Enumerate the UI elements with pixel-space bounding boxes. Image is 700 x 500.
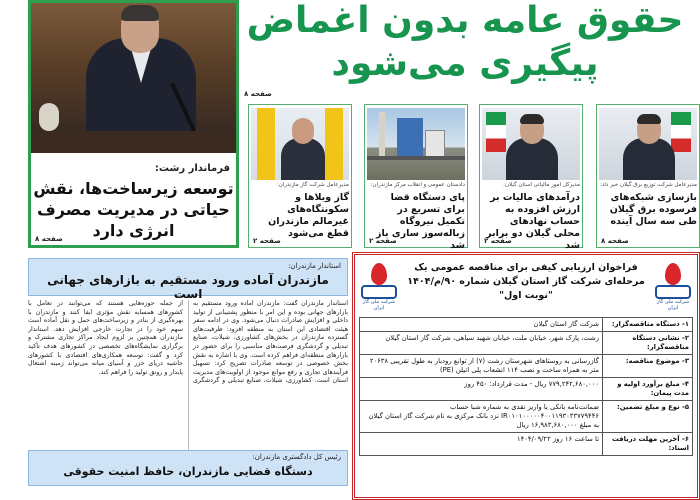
- news-title[interactable]: بازسازی شبکه‌های فرسوده برق گیلان طی سه سال آینده: [609, 192, 697, 227]
- headline-line-1: حقوق عامه بدون اغماض: [246, 0, 684, 41]
- tender-row-value: ۷۷۹,۲۴۲,۶۸۰,۰۰۰ ریال - مدت قرارداد: ۴۵۰ روز: [360, 378, 603, 401]
- news-photo-electricity: [599, 108, 697, 180]
- tender-row-label: ۶- آخرین مهلت دریافت اسناد:: [603, 433, 693, 456]
- news-page-ref: صفحه ۸: [601, 237, 629, 245]
- tender-row-label: ۵- نوع و مبلغ تضمین:: [603, 401, 693, 433]
- news-photo-gas: [251, 108, 349, 180]
- tender-row-value: ضمانت‌نامه بانکی یا واریز نقدی به شماره شبا حساب IR۰۱۰۱۰۰۰۰۰۴۰۰۱۱۹۳۰۳۳۷۷۹۴۴۶ نزد بانک مرکزی به نام شرکت گاز استان گیلان به مبلغ ۱۶,۹۸۳,۶۸۰,۰۰۰ ریال: [360, 401, 603, 433]
- tender-header: [355, 255, 697, 313]
- news-photo-powerplant: [367, 108, 465, 180]
- tender-row-value: شرکت گاز استان گیلان: [360, 318, 603, 332]
- second-article-kicker: رئیس کل دادگستری مازندران:: [252, 453, 341, 461]
- tender-row: [360, 318, 693, 332]
- tender-title: فراخوان ارزیابی کیفی برای مناقصه عمومی یک مرحله‌ای شرکت گاز استان گیلان شماره ۹۰/م/۱۴۰۴ "نوبت اول": [407, 262, 645, 301]
- tender-row: [360, 401, 693, 433]
- tender-row: [360, 378, 693, 401]
- article-kicker: استاندار مازندران:: [288, 262, 341, 270]
- news-photo-tax: [482, 108, 580, 180]
- news-card-tax[interactable]: [479, 104, 583, 251]
- governor-photo: [31, 3, 236, 153]
- tender-row-value: رشت، پارک شهر، خیابان ملت، خیابان شهید سیاهی، شرکت گاز استان گیلان: [360, 332, 603, 355]
- headline-line-2: پیگیری می‌شود: [331, 43, 599, 84]
- logo-text: شرکت ملی گاز ایران: [656, 299, 690, 311]
- article-body: استاندار مازندران گفت: مازندران آماده ورود مستقیم به بازارهای جهانی بوده و این امر با منظور پشتیبانی از تولید داخلی و افزایش صادرات دنبال می‌شود. وی در ادامه سفر هیئت اقتصادی این استان به منطقه افزود: ظرفیت‌های گسترده مازندران در بخش‌های کشاورزی، شیلات، صنایع تبدیلی و گردشگری فرصت‌های مناسبی را برای حضور در بازارهای منطقه‌ای فراهم کرده است. وی با اشاره به نقش بخش خصوصی در توسعه صادرات تصریح کرد: تسهیل فرآیندهای تجاری و رفع موانع موجود از اولویت‌های مدیریت استان است. کشاورزی، شیلات، صنایع تبدیلی و گردشگری از جمله حوزه‌هایی هستند که می‌توانند در تعامل با کشورهای همسایه نقش مؤثری ایفا کنند و مازندران با بهره‌گیری از بنادر و زیرساخت‌های حمل و نقل آماده است سهم خود را در تجارت خارجی افزایش دهد. استاندار مازندران همچنین بر لزوم ایجاد مراکز تجاری مشترک و برگزاری نمایشگاه‌های تخصصی در کشورهای هدف تأکید کرد و گفت: توسعه همکاری‌های اقتصادی با کشورهای حاشیه دریای خزر و آسیای میانه می‌تواند زمینه اشتغال پایدار و رونق تولید را فراهم کند.: [28, 300, 348, 385]
- news-title[interactable]: پای دستگاه قضا برای تسریع در تکمیل نیروگاه زباله‌سوز ساری باز شد: [375, 192, 465, 251]
- governor-story[interactable]: [28, 0, 239, 248]
- news-title[interactable]: گاز ویلاها و سکونتگاه‌های غیرمالم مازندران قطع می‌شود: [268, 192, 349, 239]
- news-kicker: مدیرعامل شرکت توزیع برق گیلان خبر داد:: [600, 182, 697, 188]
- news-card-gas[interactable]: [248, 104, 352, 248]
- news-title[interactable]: درآمدهای مالیات بر ارزش افزوده به حساب نهادهای محلی گیلان دو برابر شد: [486, 192, 580, 251]
- gas-company-logo-icon-left: [359, 263, 399, 311]
- tender-row: [360, 332, 693, 355]
- mazandaran-article: [28, 258, 348, 486]
- tender-row: [360, 433, 693, 456]
- news-kicker: مدیرکل امور مالیاتی استان گیلان:: [503, 182, 580, 188]
- news-page-ref: صفحه ۲: [484, 237, 512, 245]
- second-article-title[interactable]: دستگاه قضایی مازندران، حافظ امنیت حقوقی: [63, 465, 313, 478]
- tender-row-label: ۳- موضوع مناقصه:: [603, 355, 693, 378]
- article-title[interactable]: مازندران آماده ورود مستقیم به بازارهای جهانی است: [47, 273, 329, 301]
- tender-row-label: ۲- نشانی دستگاه مناقصه‌گزار:: [603, 332, 693, 355]
- news-page-ref: صفحه ۲: [253, 237, 281, 245]
- news-kicker: مدیرعامل شرکت گاز مازندران:: [276, 182, 349, 188]
- headline-page-ref: صفحه ۸: [244, 90, 272, 98]
- governor-title[interactable]: توسعه زیرساخت‌ها، نقش حیاتی در مدیریت مصرف انرژی دارد: [33, 179, 234, 240]
- tender-row-value: تا ساعت ۱۶ روز ۱۴۰۴/۰۹/۲۲: [360, 433, 603, 456]
- second-article-header: [28, 450, 348, 486]
- article-header: [28, 258, 348, 301]
- tender-announcement: [352, 252, 700, 500]
- tender-row-label: ۱- دستگاه مناقصه‌گزار:: [603, 318, 693, 332]
- tender-row-label: ۴- مبلغ برآورد اولیه و مدت پیمان:: [603, 378, 693, 401]
- news-page-ref: صفحه ۲: [369, 237, 397, 245]
- governor-caption: فرماندار رشت:: [154, 163, 230, 174]
- tender-row-value: گازرسانی به روستاهای شهرستان رشت (۷) از توابع رودبار به طول تقریبی ۲۰۶۳۸ متر به همراه ساخت و نصب ۱۱۴ انشعاب پلی اتیلن (PE): [360, 355, 603, 378]
- tender-table: [359, 317, 693, 456]
- news-kicker: دادستان عمومی و انقلاب مرکز مازندران:: [370, 182, 465, 188]
- main-headline: [236, 0, 694, 95]
- gas-company-logo-icon: [653, 263, 693, 311]
- governor-page-ref: صفحه ۸: [35, 235, 63, 243]
- news-card-electricity[interactable]: [596, 104, 700, 248]
- tender-row: [360, 355, 693, 378]
- logo-text-left: شرکت ملی گاز ایران: [362, 299, 396, 311]
- news-strip: [244, 104, 700, 251]
- news-card-powerplant[interactable]: [364, 104, 468, 251]
